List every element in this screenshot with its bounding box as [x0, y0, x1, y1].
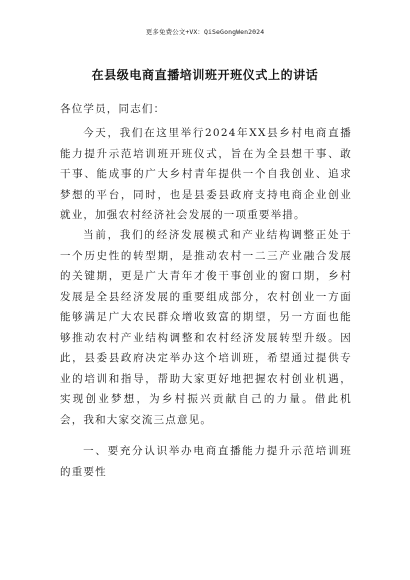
header-note: 更多免费公文+VX：QiSeGongWen2024: [145, 28, 265, 36]
paragraph-opening: 今天，我们在这里举行2024年XX县乡村电商直播能力提升示范培训班开班仪式，旨在为全县想干事、敢干事、能成事的广大乡村青年提供一个自我创业、追求梦想的平台，同时，也是县委县政府支持电商企业创业就业，加强农村经济社会发展的一项重要举措。: [60, 127, 352, 221]
section-heading-1: 一、要充分认识举办电商直播能力提升示范培训班的重要性: [60, 445, 352, 478]
document-title: 在县级电商直播培训班开班仪式上的讲话: [91, 68, 319, 82]
salutation: 各位学员，同志们：: [60, 103, 166, 115]
paragraph-context: 当前，我们的经济发展模式和产业结构调整正处于一个历史性的转型期，是推动农村一二三产业融合发展的关键期，更是广大青年才俊干事创业的窗口期，乡村发展是全县经济发展的重要组成部分，农村创业一方面能够满足广大农民群众增收致富的期望，另一方面也能够推动农村产业结构调整和农村经济发展转型升级。因此，县委县政府决定举办这个培训班，希望通过提供专业的培训和指导，帮助大家更好地把握农村创业机遇，实现创业梦想，为乡村振兴贡献自己的力量。借此机会，我和大家交流三点意见。: [60, 229, 352, 426]
